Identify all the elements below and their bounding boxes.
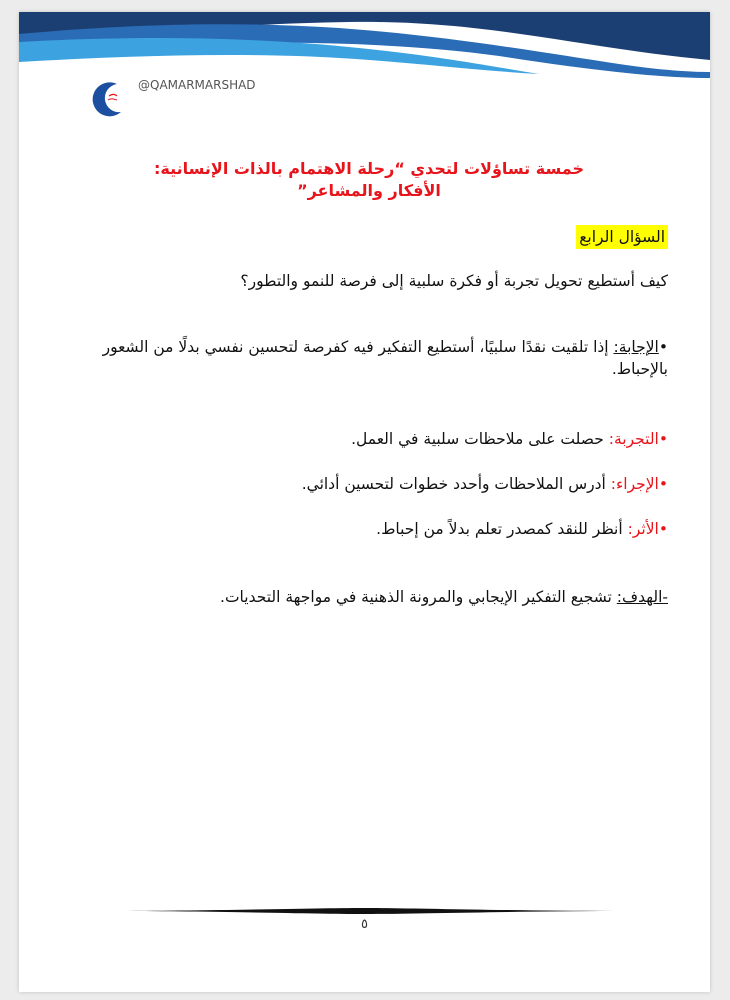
author-handle: @QAMARMARSHAD <box>138 78 256 92</box>
point-action-text: أدرس الملاحظات وأحدد خطوات لتحسين أدائي. <box>301 475 611 493</box>
point-experience <box>351 428 668 450</box>
answer-paragraph <box>59 336 668 380</box>
answer-bullet: • <box>658 338 668 356</box>
point-action <box>302 473 668 495</box>
goal-text: تشجيع التفكير الإيجابي والمرونة الذهنية في مواجهة التحديات. <box>220 588 617 606</box>
goal-label: -الهدف: <box>616 588 668 606</box>
answer-label: الإجابة: <box>613 338 659 356</box>
title-line-2: الأفكار والمشاعر” <box>297 181 441 200</box>
point-effect-label: •الأثر: <box>627 520 668 538</box>
question-label: السؤال الرابع <box>576 225 668 249</box>
point-effect-text: أنظر للنقد كمصدر تعلم بدلاً من إحباط. <box>376 520 628 538</box>
point-effect <box>376 518 668 540</box>
title-line-1: خمسة تساؤلات لتحدي “رحلة الاهتمام بالذات الإنسانية: <box>153 159 584 178</box>
point-experience-label: •التجربة: <box>608 430 668 448</box>
header-wave-banner <box>19 12 710 82</box>
page-number: ٥ <box>361 917 368 932</box>
point-action-label: •الإجراء: <box>610 475 668 493</box>
goal-line <box>220 586 668 608</box>
point-experience-text: حصلت على ملاحظات سلبية في العمل. <box>351 430 609 448</box>
document-title <box>79 158 659 202</box>
footer-divider <box>113 905 615 917</box>
question-text: كيف أستطيع تحويل تجربة أو فكرة سلبية إلى فرصة للنمو والتطور؟ <box>240 272 668 290</box>
answer-text: إذا تلقيت نقدًا سلبيًا، أستطيع التفكير فيه كفرصة لتحسين نفسي بدلًا من الشعور بالإحباط. <box>102 338 668 378</box>
crescent-logo-icon <box>87 78 129 120</box>
document-page <box>19 12 710 992</box>
